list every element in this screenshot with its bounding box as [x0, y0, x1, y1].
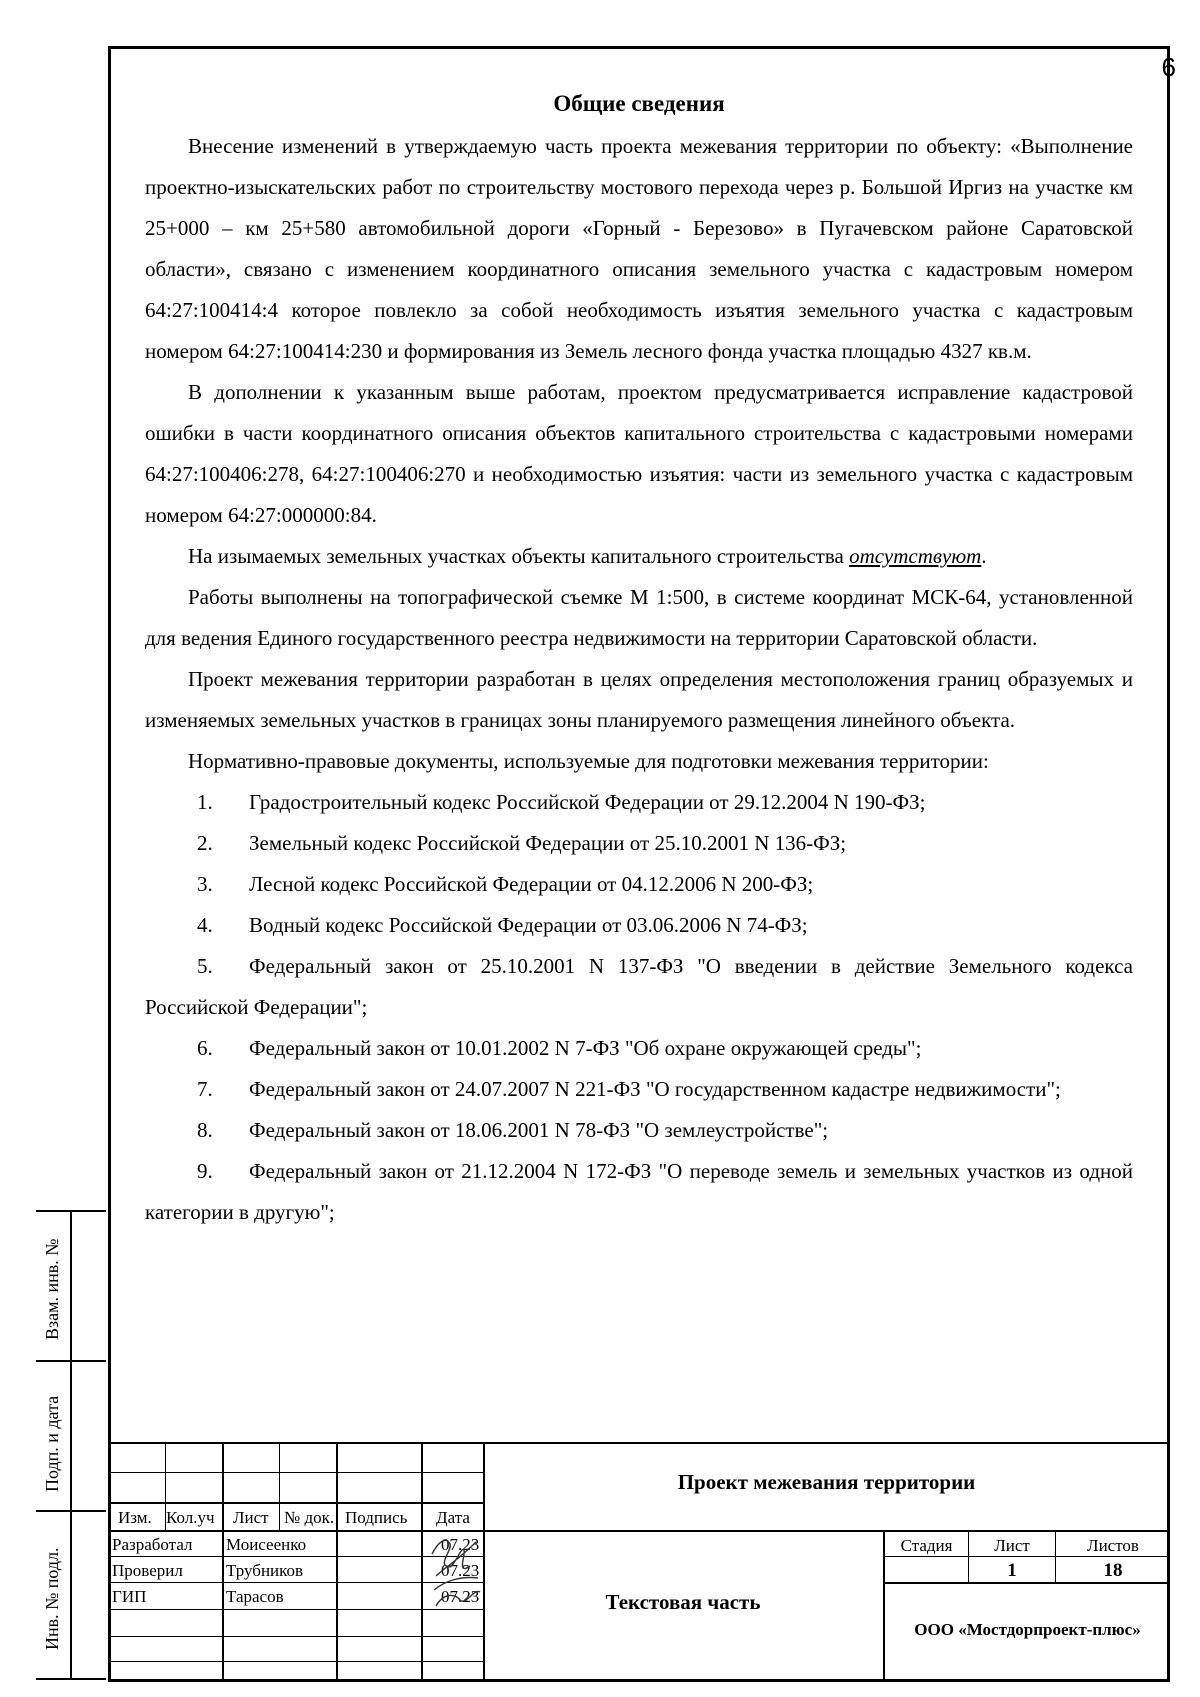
list-item: 6. Федеральный закон от 10.01.2002 N 7-ФЗ "Об охране окружающей среды";	[197, 1036, 922, 1060]
col-podpis: Подпись	[345, 1508, 408, 1527]
col-data: Дата	[436, 1508, 470, 1527]
section-name: Текстовая часть	[605, 1590, 761, 1614]
date-gip: 07.23	[441, 1587, 480, 1606]
paragraph-3-end: .	[981, 544, 987, 568]
document-body	[145, 86, 1133, 1233]
list-item: 1. Градостроительный кодекс Российской Федерации от 29.12.2004 N 190-ФЗ;	[197, 790, 926, 814]
signature-icon	[426, 1532, 484, 1612]
sheets-value: 18	[1103, 1560, 1123, 1581]
col-kol-uch: Кол.уч	[166, 1508, 215, 1527]
inv-podl-label: Инв. № подл.	[42, 1547, 62, 1650]
paragraph-1: Внесение изменений в утверждаемую часть проекта межевания территории по объекту: «Выполнение проектно-изыскательских работ по строительству мостового перехода через р. Большой Иргиз на участке км 25+000 – км 25+580 автомобильной дороги «Горный - Березово» в Пугачевском районе Саратовской области», связано с изменением координатного описания земельного участка с кадастровым номером 64:27:100414:4 которое повлекло за собой необходимость изъятия земельного участка с кадастровым номером 64:27:100414:230 и формирования из Земель лесного фонда участка площадью 4327 кв.м.	[145, 134, 1133, 363]
company-name: ООО «Мостдорпроект-плюс»	[914, 1620, 1141, 1639]
legal-docs-list	[145, 782, 1133, 1233]
col-izm: Изм.	[118, 1508, 152, 1527]
col-doc: № док.	[284, 1508, 335, 1527]
name-checker: Трубников	[226, 1561, 304, 1580]
page-number: 6	[1161, 52, 1176, 82]
list-item: 7. Федеральный закон от 24.07.2007 N 221-ФЗ "О государственном кадастре недвижимости";	[197, 1077, 1061, 1101]
list-item: 8. Федеральный закон от 18.06.2001 N 78-ФЗ "О землеустройстве";	[197, 1118, 829, 1142]
role-developer: Разработал	[112, 1535, 193, 1554]
project-title: Проект межевания территории	[677, 1470, 976, 1494]
name-gip: Тарасов	[226, 1587, 284, 1606]
vzam-inv-label: Взам. инв. №	[42, 1238, 62, 1340]
sheet-value: 1	[1007, 1560, 1017, 1581]
podp-data-label: Подп. и дата	[42, 1395, 62, 1492]
list-item: 9. Федеральный закон от 21.12.2004 N 172-ФЗ "О переводе земель и земельных участков из одной категории в другую";	[145, 1159, 1133, 1224]
col-list: Лист	[233, 1508, 269, 1527]
paragraph-2: В дополнении к указанным выше работам, проектом предусматривается исправление кадастровой ошибки в части координатного описания объектов капитального строительства с кадастровыми номерами 64:27:100406:278, 64:27:100406:270 и необходимостью изъятия: части из земельного участка с кадастровым номером 64:27:000000:84.	[145, 380, 1133, 527]
date-checker: 07.23	[441, 1561, 480, 1580]
role-checker: Проверил	[112, 1561, 183, 1580]
paragraph-3-emphasis: отсутствуют	[849, 544, 982, 568]
date-developer: 07.23	[441, 1535, 480, 1554]
section-title: Общие сведения	[553, 91, 725, 116]
list-item: 2. Земельный кодекс Российской Федерации от 25.10.2001 N 136-ФЗ;	[197, 831, 847, 855]
sheets-label: Листов	[1087, 1536, 1139, 1555]
role-gip: ГИП	[112, 1587, 147, 1606]
list-item: 3. Лесной кодекс Российской Федерации от 04.12.2006 N 200-ФЗ;	[197, 872, 814, 896]
paragraph-4: Работы выполнены на топографической съемке М 1:500, в системе координат МСК-64, установленной для ведения Единого государственного реестра недвижимости на территории Саратовской области.	[145, 585, 1133, 650]
list-item: 5. Федеральный закон от 25.10.2001 N 137-ФЗ "О введении в действие Земельного кодекса Российской Федерации";	[145, 954, 1133, 1019]
sheet-label: Лист	[994, 1536, 1030, 1555]
paragraph-3	[145, 536, 1133, 577]
paragraph-3-text: На изымаемых земельных участках объекты капитального строительства	[188, 544, 850, 568]
stage-label: Стадия	[900, 1536, 953, 1555]
name-developer: Моисеенко	[226, 1535, 307, 1554]
side-stamp	[36, 1210, 106, 1680]
paragraph-5: Проект межевания территории разработан в целях определения местоположения границ образуемых и изменяемых земельных участков в границах зоны планируемого размещения линейного объекта.	[145, 667, 1133, 732]
paragraph-6: Нормативно-правовые документы, используемые для подготовки межевания территории:	[188, 749, 989, 773]
title-block	[108, 1442, 1170, 1682]
list-item: 4. Водный кодекс Российской Федерации от 03.06.2006 N 74-ФЗ;	[197, 913, 808, 937]
